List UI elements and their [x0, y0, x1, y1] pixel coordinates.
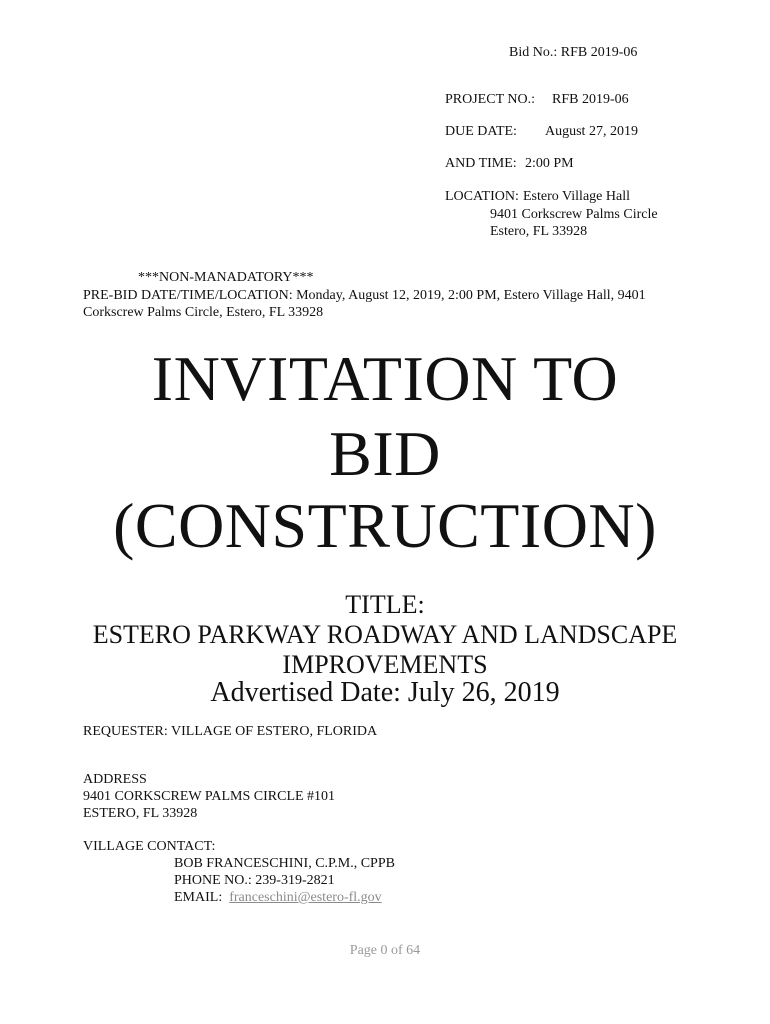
due-date-value: August 27, 2019	[545, 124, 638, 139]
non-mandatory-notice: ***NON-MANADATORY***	[138, 270, 314, 285]
time-value: 2:00 PM	[525, 156, 574, 171]
bid-number: Bid No.: RFB 2019-06	[509, 45, 638, 60]
project-title-line-2: IMPROVEMENTS	[282, 650, 488, 679]
location-line-3: Estero, FL 33928	[490, 224, 588, 239]
time-label: AND TIME:	[445, 156, 517, 171]
project-number-value: RFB 2019-06	[552, 92, 629, 107]
document-title-line-1: INVITATION TO	[151, 343, 619, 414]
location-line-1: Estero Village Hall	[523, 189, 630, 204]
document-title-line-2: BID	[329, 418, 441, 489]
title-label: TITLE:	[345, 590, 425, 619]
location-label: LOCATION:	[445, 189, 519, 204]
document-title-line-3: (CONSTRUCTION)	[113, 490, 657, 561]
due-date-label: DUE DATE:	[445, 124, 517, 139]
requester: REQUESTER: VILLAGE OF ESTERO, FLORIDA	[83, 724, 378, 739]
address-label: ADDRESS	[83, 772, 147, 787]
contact-email-link[interactable]: franceschini@estero-fl.gov	[229, 890, 382, 905]
location-line-2: 9401 Corkscrew Palms Circle	[490, 207, 658, 222]
project-number-label: PROJECT NO.:	[445, 92, 535, 107]
village-contact-label: VILLAGE CONTACT:	[83, 839, 216, 854]
advertised-date: Advertised Date: July 26, 2019	[210, 677, 560, 708]
contact-email-label: EMAIL:	[174, 890, 223, 905]
contact-phone: PHONE NO.: 239-319-2821	[174, 873, 335, 888]
contact-email-row	[174, 889, 382, 906]
prebid-line-1: PRE-BID DATE/TIME/LOCATION: Monday, August 12, 2019, 2:00 PM, Estero Village Hall, 9401	[83, 288, 646, 303]
project-title-line-1: ESTERO PARKWAY ROADWAY AND LANDSCAPE	[92, 620, 678, 649]
address-line-2: ESTERO, FL 33928	[83, 806, 198, 821]
page-number: Page 0 of 64	[349, 943, 421, 958]
address-line-1: 9401 CORKSCREW PALMS CIRCLE #101	[83, 789, 336, 804]
prebid-line-2: Corkscrew Palms Circle, Estero, FL 33928	[83, 305, 324, 320]
contact-name: BOB FRANCESCHINI, C.P.M., CPPB	[174, 856, 395, 871]
